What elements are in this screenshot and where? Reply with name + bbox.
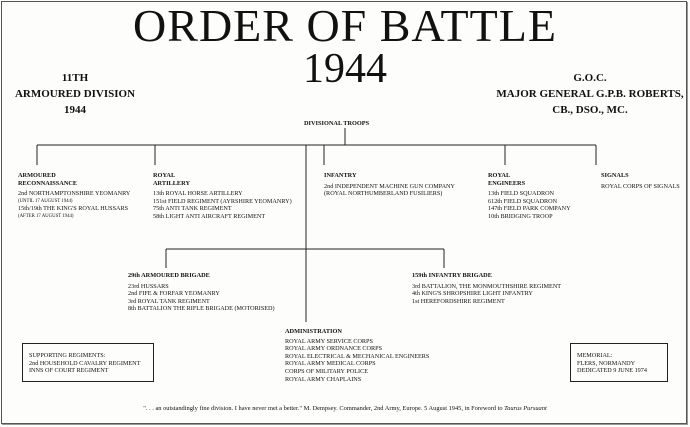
division-name: ARMOURED DIVISION	[14, 88, 136, 100]
division-year: 1944	[64, 104, 86, 116]
list-item: CORPS OF MILITARY POLICE	[285, 367, 368, 375]
armoured-recon-block	[18, 172, 130, 221]
armoured-recon-heading-2: RECONNAISSANCE	[18, 179, 78, 187]
artillery-heading-2: ARTILLERY	[153, 179, 190, 187]
artillery-heading-1: ROYAL	[153, 172, 176, 179]
administration-block	[285, 328, 429, 383]
administration-heading: ADMINISTRATION	[285, 328, 342, 335]
list-item: 147th FIELD PARK COMPANY	[488, 205, 571, 213]
list-item: 75th ANTI TANK REGIMENT	[153, 205, 232, 213]
list-item: 2nd FIFE & FORFAR YEOMANRY	[128, 290, 220, 298]
list-item: 58th LIGHT ANTI AIRCRAFT REGIMENT	[153, 212, 266, 220]
list-item: 13th FIELD SQUADRON	[488, 190, 555, 198]
list-item: 3rd BATTALION, THE MONMOUTHSHIRE REGIMENT	[412, 282, 562, 290]
page-year: 1944	[303, 46, 387, 92]
list-item: INNS OF COURT REGIMENT	[29, 367, 109, 375]
list-item: 2nd HOUSEHOLD CAVALRY REGIMENT	[29, 359, 141, 367]
list-item: 612th FIELD SQUADRON	[488, 197, 558, 205]
goc-name: MAJOR GENERAL G.P.B. ROBERTS,	[496, 88, 684, 100]
goc-header	[490, 70, 690, 118]
goc-label: G.O.C.	[573, 72, 607, 84]
infantry-block	[324, 172, 455, 198]
engineers-heading-2: ENGINEERS	[488, 179, 526, 187]
list-item: ROYAL ELECTRICAL & MECHANICAL ENGINEERS	[285, 352, 430, 360]
list-item: 151st FIELD REGIMENT (AYRSHIRE YEOMANRY)	[153, 197, 292, 205]
division-header	[0, 70, 150, 118]
memorial-location: FLERS, NORMANDY	[577, 359, 636, 367]
list-item: 15th/19th THE KING'S ROYAL HUSSARS	[18, 205, 129, 213]
list-item-note: (AFTER 17 AUGUST 1944)	[18, 213, 74, 219]
memorial-heading: MEMORIAL:	[577, 352, 613, 359]
quote-text: ". . . an outstandingly fine division. I have never met a better." M. Dempsey. Commander, 2nd Army, Europe. 5 August 1945, in Foreword to	[143, 405, 505, 412]
dempsey-quote	[0, 405, 690, 412]
infantry-heading: INFANTRY	[324, 172, 357, 179]
quote-book-title: Taurus Pursuant	[504, 405, 547, 412]
list-item: 23rd HUSSARS	[128, 282, 169, 290]
divisional-troops-label: DIVISIONAL TROOPS	[304, 120, 370, 127]
armoured-recon-heading-1: ARMOURED	[18, 172, 56, 179]
list-item: 13th ROYAL HORSE ARTILLERY	[153, 190, 243, 198]
list-item: ROYAL ARMY CHAPLAINS	[285, 375, 362, 383]
list-item: ROYAL ARMY SERVICE CORPS	[285, 337, 373, 345]
armoured-brigade-block	[128, 272, 275, 313]
list-item: (ROYAL NORTHUMBERLAND FUSILIERS)	[324, 190, 443, 198]
goc-honours: CB., DSO., MC.	[552, 104, 628, 116]
list-item: 8th BATTALION THE RIFLE BRIGADE (MOTORISED)	[128, 305, 275, 313]
list-item: ROYAL CORPS OF SIGNALS	[601, 182, 680, 190]
signals-block	[601, 172, 680, 190]
list-item: 10th BRIDGING TROOP	[488, 212, 553, 220]
infantry-brigade-block	[412, 272, 561, 305]
list-item: 4th KING'S SHROPSHIRE LIGHT INFANTRY	[412, 290, 533, 298]
royal-artillery-block	[153, 172, 292, 221]
list-item: ROYAL ARMY ORDNANCE CORPS	[285, 345, 383, 353]
engineers-heading-1: ROYAL	[488, 172, 511, 179]
list-item: 3rd ROYAL TANK REGIMENT	[128, 297, 210, 305]
division-number: 11TH	[61, 72, 89, 84]
list-item: 1st HEREFORDSHIRE REGIMENT	[412, 297, 505, 305]
memorial-box	[570, 343, 668, 382]
signals-heading: SIGNALS	[601, 172, 629, 179]
armoured-brigade-heading: 29th ARMOURED BRIGADE	[128, 272, 210, 279]
list-item: 2nd NORTHAMPTONSHIRE YEOMANRY	[18, 190, 131, 198]
list-item: ROYAL ARMY MEDICAL CORPS	[285, 360, 376, 368]
list-item: 2nd INDEPENDENT MACHINE GUN COMPANY	[324, 182, 455, 190]
page-title: ORDER OF BATTLE	[133, 0, 557, 51]
supporting-regiments-box	[22, 343, 154, 382]
supporting-heading: SUPPORTING REGIMENTS:	[29, 352, 106, 359]
memorial-date: DEDICATED 9 JUNE 1974	[577, 367, 647, 375]
royal-engineers-block	[488, 172, 571, 221]
infantry-brigade-heading: 159th INFANTRY BRIGADE	[412, 272, 492, 279]
list-item-note: (UNTIL 17 AUGUST 1944)	[18, 198, 73, 204]
